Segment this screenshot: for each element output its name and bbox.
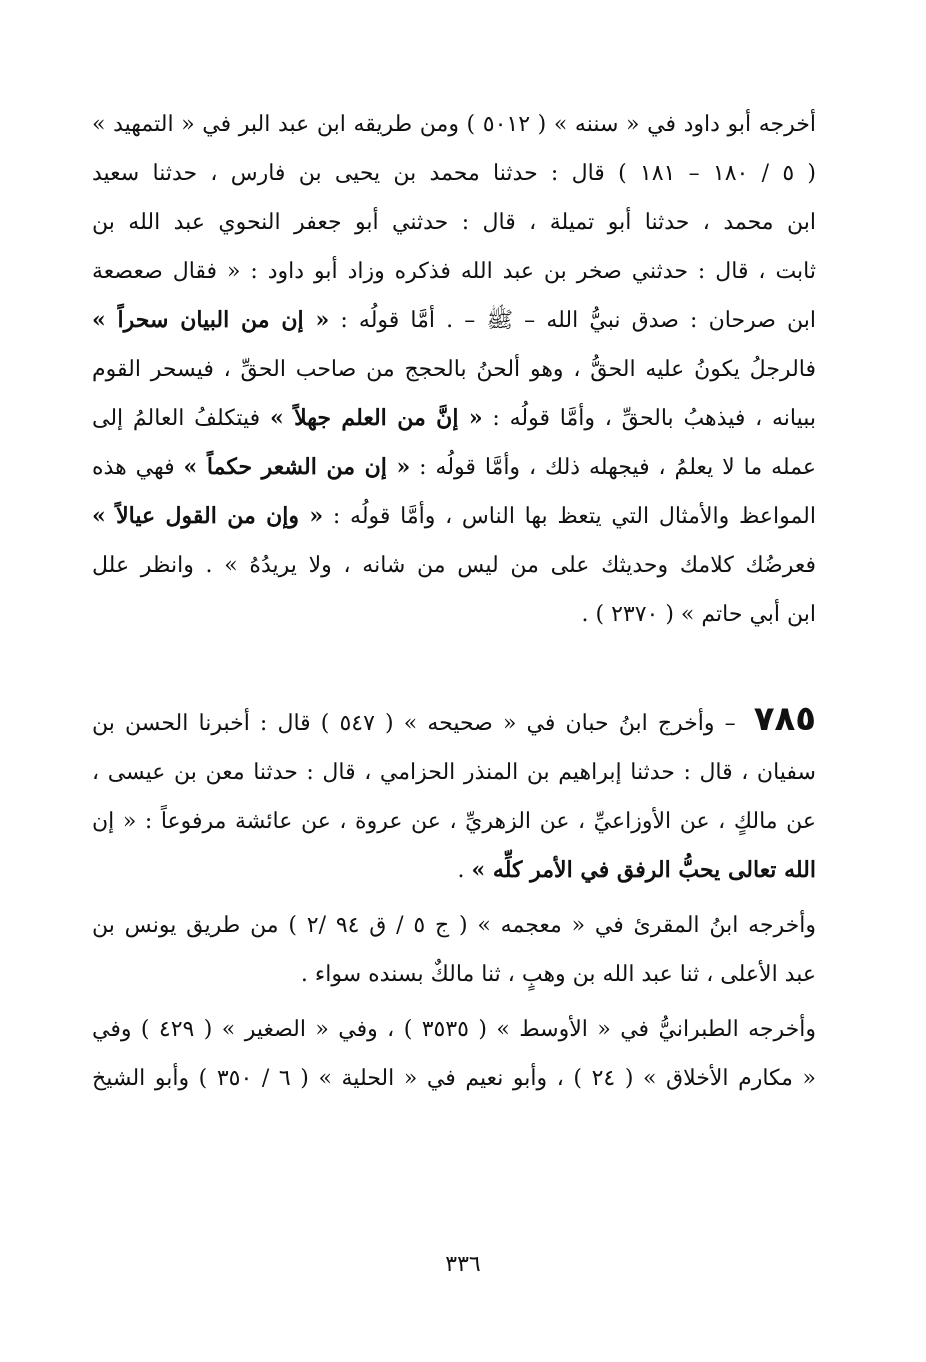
text-line: عبد الأعلى ، ثنا عبد الله بن وهبٍ ، ثنا مالكٌ بسنده سواء . <box>300 962 816 987</box>
text-line <box>92 492 816 541</box>
page-number: ٣٣٦ <box>445 1252 481 1277</box>
hadith-paragraph <box>92 695 816 895</box>
hadith-number: ٧٨٥ <box>753 699 816 739</box>
text-line: سفيان ، قال : حدثنا إبراهيم بن المنذر الحزامي ، قال : حدثنا معن بن عيسى ، <box>92 760 816 785</box>
text-line: « مكارم الأخلاق » ( ٢٤ ) ، وأبو نعيم في « الحلية » ( ٦ / ٣٥٠ ) وأبو الشيخ <box>92 1066 816 1091</box>
text-line: ثابت ، قال : حدثني صخر بن عبد الله فذكره وزاد أبو داود : « فقال صعصعة <box>92 259 816 284</box>
text-line: فالرجلُ يكونُ عليه الحقُّ ، وهو ألحنُ بالحجج من صاحب الحقِّ ، فيسحر القوم <box>92 357 816 382</box>
text-segment: – وأخرج ابنُ حبان في « صحيحه » ( ٥٤٧ ) قال : أخبرنا الحسن بن <box>92 711 746 736</box>
takhrij-paragraph <box>92 901 816 999</box>
text-line: وأخرجه ابنُ المقرئ في « معجمه » ( ج ٥ / ق ٩٤ /٢ ) من طريق يونس بن <box>92 913 816 938</box>
text-line <box>92 443 816 492</box>
hadith-quote: « إن من الشعر حكماً » <box>183 454 411 480</box>
text-segment: المواعظ والأمثال التي يتعظ بها الناس ، وأمَّا قولُه : <box>323 504 816 529</box>
text-segment: ببيانه ، فيذهبُ بالحقِّ ، وأمَّا قولُه : <box>482 406 816 431</box>
page-body <box>92 100 816 1103</box>
footnote-paragraph <box>92 100 816 639</box>
text-line: ابن أبي حاتم » ( ٢٣٧٠ ) . <box>581 602 816 627</box>
hadith-quote: « إن من البيان سحراً » <box>92 307 330 333</box>
text-segment: فيتكلفُ العالمُ إلى <box>92 406 270 431</box>
text-line <box>92 296 816 345</box>
text-line <box>92 695 816 748</box>
text-line: عن مالكٍ ، عن الأوزاعيِّ ، عن الزهريِّ ، عن عروة ، عن عائشة مرفوعاً : « إن <box>92 809 816 834</box>
section-gap <box>92 639 816 695</box>
text-line <box>92 846 816 895</box>
text-line: ابن محمد ، حدثنا أبو تميلة ، قال : حدثني أبو جعفر النحوي عبد الله بن <box>92 210 816 235</box>
text-line: ( ٥ / ١٨٠ – ١٨١ ) قال : حدثنا محمد بن يحيى بن فارس ، حدثنا سعيد <box>92 161 816 186</box>
hadith-quote: « وإن من القول عيالاً » <box>92 503 324 529</box>
takhrij-paragraph <box>92 1005 816 1103</box>
text-line: فعرضُك كلامك وحديثك على من ليس من شانه ، ولا يريدُهُ » . وانظر علل <box>92 553 816 578</box>
hadith-quote: « إنَّ من العلم جهلاً » <box>269 405 483 431</box>
text-line: وأخرجه الطبرانيُّ في « الأوسط » ( ٣٥٣٥ ) ، وفي « الصغير » ( ٤٢٩ ) وفي <box>92 1017 816 1042</box>
text-line <box>92 394 816 443</box>
text-segment: . <box>457 858 472 883</box>
hadith-quote: الله تعالى يحبُّ الرفق في الأمر كلِّه » <box>471 857 816 883</box>
text-line: أخرجه أبو داود في « سننه » ( ٥٠١٢ ) ومن طريقه ابن عبد البر في « التمهيد » <box>92 112 816 137</box>
text-segment: ابن صرحان : صدق نبيُّ الله – ﷺ – . أمَّا قولُه : <box>329 308 816 333</box>
text-segment: عمله ما لا يعلمُ ، فيجهله ذلك ، وأمَّا قولُه : <box>410 455 816 480</box>
text-segment: فهي هذه <box>92 455 184 480</box>
